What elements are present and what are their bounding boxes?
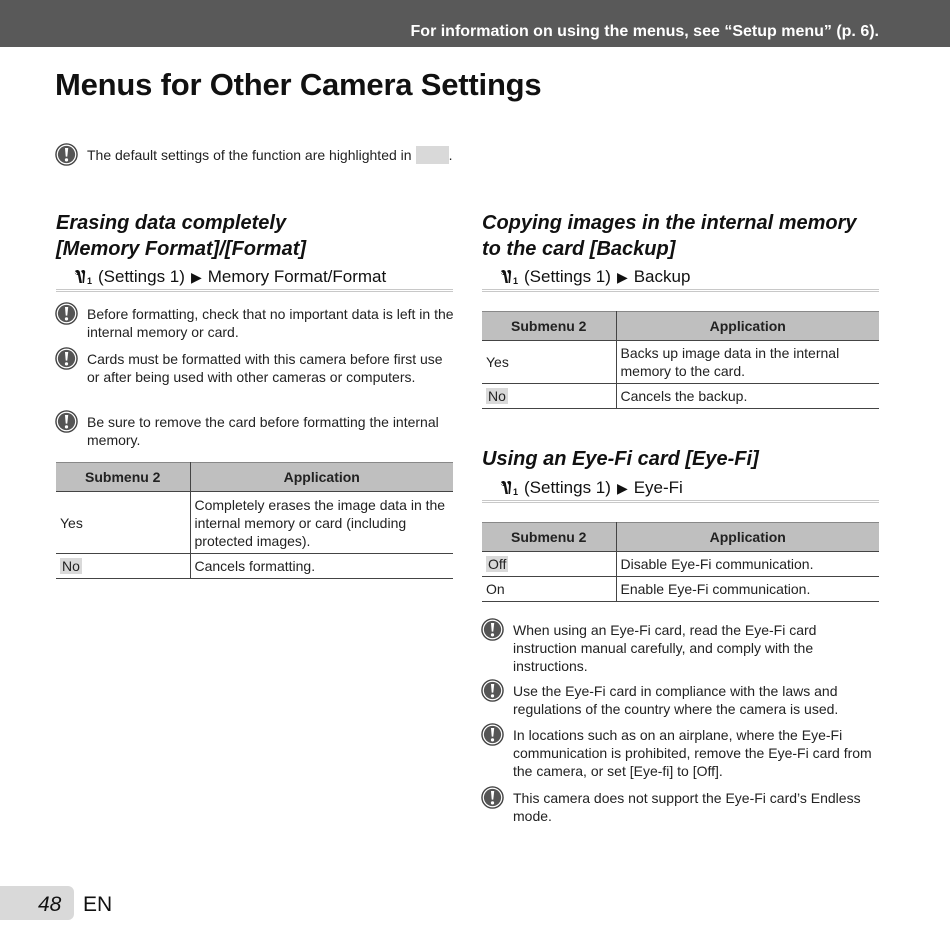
default-settings-note xyxy=(55,146,452,166)
arrow-right-icon: ▶ xyxy=(616,268,628,285)
erase-note-text: Cards must be formatted with this camera before first use or after being used with other cameras or computers. xyxy=(87,351,443,385)
eyefi-path-settings: (Settings 1) xyxy=(524,478,611,497)
submenu-value-default: No xyxy=(488,388,506,404)
page-language: EN xyxy=(83,893,113,916)
application-value: Cancels formatting. xyxy=(190,554,453,579)
arrow-right-icon: ▶ xyxy=(190,268,202,285)
table-row xyxy=(482,552,879,577)
submenu-value-default: No xyxy=(62,558,80,574)
submenu-value-cell xyxy=(56,554,190,579)
table-row xyxy=(482,384,879,409)
eyefi-section-title: Using an Eye-Fi card [Eye-Fi] xyxy=(482,448,759,470)
column-header-application: Application xyxy=(616,523,879,552)
erase-menu-path xyxy=(56,267,453,292)
eyefi-note-1 xyxy=(481,621,881,675)
eyefi-note-text: When using an Eye-Fi card, read the Eye-Fi card instruction manual carefully, and comply with the instructions. xyxy=(513,622,817,674)
table-row xyxy=(482,341,879,384)
application-value: Backs up image data in the internal memory to the card. xyxy=(616,341,879,384)
table-row xyxy=(482,577,879,602)
default-note-text: The default settings of the function are highlighted in xyxy=(87,147,412,163)
submenu-value: Yes xyxy=(56,492,190,554)
eyefi-note-text: In locations such as on an airplane, where the Eye-Fi communication is prohibited, remove the Eye-Fi card from the camera, or set [Eye-fi] to [Off]. xyxy=(513,727,872,779)
page-number-tab xyxy=(0,886,74,920)
application-value: Enable Eye-Fi communication. xyxy=(616,577,879,602)
backup-path-settings: (Settings 1) xyxy=(524,267,611,286)
table-row xyxy=(56,492,453,554)
application-value: Disable Eye-Fi communication. xyxy=(616,552,879,577)
submenu-value-cell xyxy=(482,384,616,409)
column-header-submenu: Submenu 2 xyxy=(482,523,616,552)
column-header-submenu: Submenu 2 xyxy=(56,463,190,492)
erase-path-target: Memory Format/Format xyxy=(207,267,387,286)
erase-note-text: Before formatting, check that no important data is left in the internal memory or card. xyxy=(87,306,454,340)
erase-note-2 xyxy=(55,350,455,386)
column-header-application: Application xyxy=(190,463,453,492)
eyefi-path-target: Eye-Fi xyxy=(633,478,683,497)
erase-note-text: Be sure to remove the card before formatting the internal memory. xyxy=(87,414,439,448)
application-value: Cancels the backup. xyxy=(616,384,879,409)
table-header-row xyxy=(482,312,879,341)
caution-icon xyxy=(55,143,78,166)
top-banner xyxy=(0,0,950,47)
backup-menu-path xyxy=(482,267,879,292)
submenu-value-cell xyxy=(482,552,616,577)
table-header-row xyxy=(56,463,453,492)
erase-title-line1: Erasing data completely xyxy=(56,212,287,234)
settings-1-icon xyxy=(72,268,94,286)
default-highlight-swatch xyxy=(416,146,449,164)
erase-note-1 xyxy=(55,305,455,341)
application-value: Completely erases the image data in the internal memory or card (including protected images). xyxy=(190,492,453,554)
submenu-value: On xyxy=(482,577,616,602)
eyefi-note-text: Use the Eye-Fi card in compliance with the laws and regulations of the country where the camera is used. xyxy=(513,683,839,717)
caution-icon xyxy=(55,410,78,433)
caution-icon xyxy=(481,679,504,702)
caution-icon xyxy=(481,618,504,641)
caution-icon xyxy=(481,786,504,809)
caution-icon xyxy=(481,723,504,746)
eyefi-menu-path xyxy=(482,478,879,503)
column-header-submenu: Submenu 2 xyxy=(482,312,616,341)
page-title: Menus for Other Camera Settings xyxy=(55,67,542,102)
default-note-end: . xyxy=(448,147,453,163)
backup-title-line1: Copying images in the internal memory xyxy=(482,212,857,234)
eyefi-note-4 xyxy=(481,789,881,825)
erase-submenu-table xyxy=(56,462,453,579)
eyefi-note-text: This camera does not support the Eye-Fi card’s Endless mode. xyxy=(513,790,861,824)
erase-path-settings: (Settings 1) xyxy=(98,267,185,286)
column-header-application: Application xyxy=(616,312,879,341)
settings-1-icon xyxy=(498,268,520,286)
submenu-value: Yes xyxy=(482,341,616,384)
menu-reference-text: For information on using the menus, see “Setup menu” (p. 6). xyxy=(410,23,879,40)
eyefi-note-3 xyxy=(481,726,881,780)
backup-title-line2: to the card [Backup] xyxy=(482,238,676,260)
backup-path-target: Backup xyxy=(633,267,691,286)
caution-icon xyxy=(55,347,78,370)
erase-note-3 xyxy=(55,413,455,449)
submenu-value-default: Off xyxy=(488,556,507,572)
arrow-right-icon: ▶ xyxy=(616,479,628,496)
page-number: 48 xyxy=(38,893,62,916)
erase-section-title xyxy=(56,210,306,262)
backup-submenu-table xyxy=(482,311,879,409)
caution-icon xyxy=(55,302,78,325)
backup-section-title xyxy=(482,210,857,262)
eyefi-note-2 xyxy=(481,682,881,718)
table-row xyxy=(56,554,453,579)
table-header-row xyxy=(482,523,879,552)
eyefi-submenu-table xyxy=(482,522,879,602)
settings-1-icon xyxy=(498,479,520,497)
erase-title-line2: [Memory Format]/[Format] xyxy=(56,238,307,260)
